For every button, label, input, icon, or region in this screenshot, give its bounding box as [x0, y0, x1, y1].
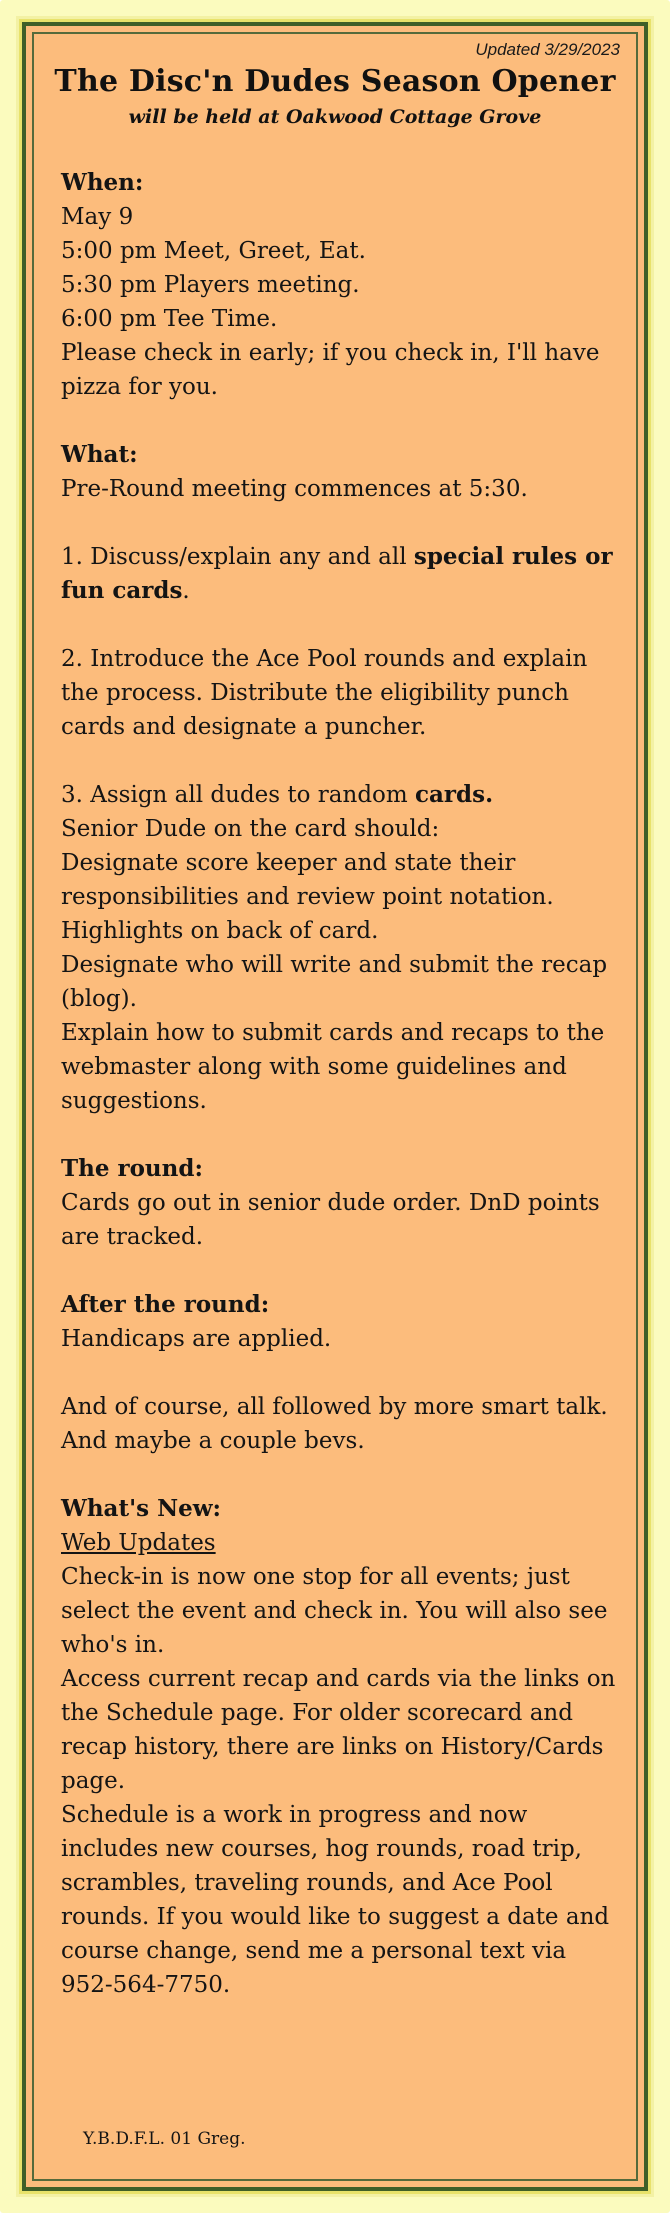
whats-new-section	[61, 1492, 616, 2002]
what-item-3-line-submit: Explain how to submit cards and recaps to the webmaster along with some guidelines and suggestions.	[61, 1020, 605, 1114]
signature: Y.B.D.F.L. 01 Greg.	[83, 2129, 246, 2149]
after-text: Handicaps are applied.	[61, 1326, 332, 1352]
announcement-body	[61, 166, 616, 2036]
what-item-2: 2. Introduce the Ace Pool rounds and explain the process. Distribute the eligibility punch cards and designate a puncher.	[61, 646, 588, 740]
what-item-3-bold: cards.	[415, 781, 494, 808]
what-heading: What:	[61, 441, 138, 468]
what-item-1-suffix: .	[182, 578, 190, 604]
what-item-3	[61, 778, 616, 1118]
whats-new-check-in: Check-in is now one stop for all events; just select the event and check in. You will also see who's in.	[61, 1564, 608, 1658]
updated-date: Updated 3/29/2023	[475, 40, 620, 59]
whats-new-heading: What's New:	[61, 1495, 222, 1522]
when-date: May 9	[61, 204, 134, 230]
what-item-3-line-score-keeper: Designate score keeper and state their responsibilities and review point notation. Highlights on back of card.	[61, 850, 554, 944]
what-item-3-line-recap: Designate who will write and submit the recap (blog).	[61, 952, 608, 1012]
whats-new-recap-links: Access current recap and cards via the links on the Schedule page. For older scorecard and recap history, there are links on History/Cards page.	[61, 1666, 616, 1794]
round-heading: The round:	[61, 1155, 203, 1182]
after-section	[61, 1288, 616, 1356]
when-line-players-meeting: 5:30 pm Players meeting.	[61, 272, 360, 298]
what-item-3-line-senior: Senior Dude on the card should:	[61, 816, 440, 842]
when-line-check-in: Please check in early; if you check in, I'll have pizza for you.	[61, 340, 600, 400]
round-text: Cards go out in senior dude order. DnD points are tracked.	[61, 1190, 600, 1250]
what-item-3-text: 3. Assign all dudes to random	[61, 782, 416, 808]
whats-new-schedule: Schedule is a work in progress and now includes new courses, hog rounds, road trip, scrambles, traveling rounds, and Ace Pool rounds. If you would like to suggest a date and course change, send me a personal text via 952-564-7750.	[61, 1802, 610, 1998]
closing-text: And of course, all followed by more smart talk. And maybe a couple bevs.	[61, 1394, 608, 1454]
what-item-3-first	[61, 778, 616, 812]
round-section	[61, 1152, 616, 1254]
what-item-1-bold: special rules or fun cards	[61, 543, 613, 604]
announcement-card	[22, 22, 648, 2191]
web-updates-subheading: Web Updates	[61, 1530, 216, 1556]
when-heading: When:	[61, 169, 144, 196]
page-title: The Disc'n Dudes Season Opener	[54, 64, 616, 99]
what-item-1-text: 1. Discuss/explain any and all	[61, 544, 414, 570]
when-line-meet: 5:00 pm Meet, Greet, Eat.	[61, 238, 366, 264]
page-subtitle: will be held at Oakwood Cottage Grove	[128, 106, 542, 128]
after-heading: After the round:	[61, 1291, 270, 1318]
what-item-1	[61, 540, 616, 608]
what-intro: Pre-Round meeting commences at 5:30.	[61, 476, 528, 502]
what-section-intro	[61, 438, 616, 506]
when-section	[61, 166, 616, 404]
when-line-tee-time: 6:00 pm Tee Time.	[61, 306, 278, 332]
